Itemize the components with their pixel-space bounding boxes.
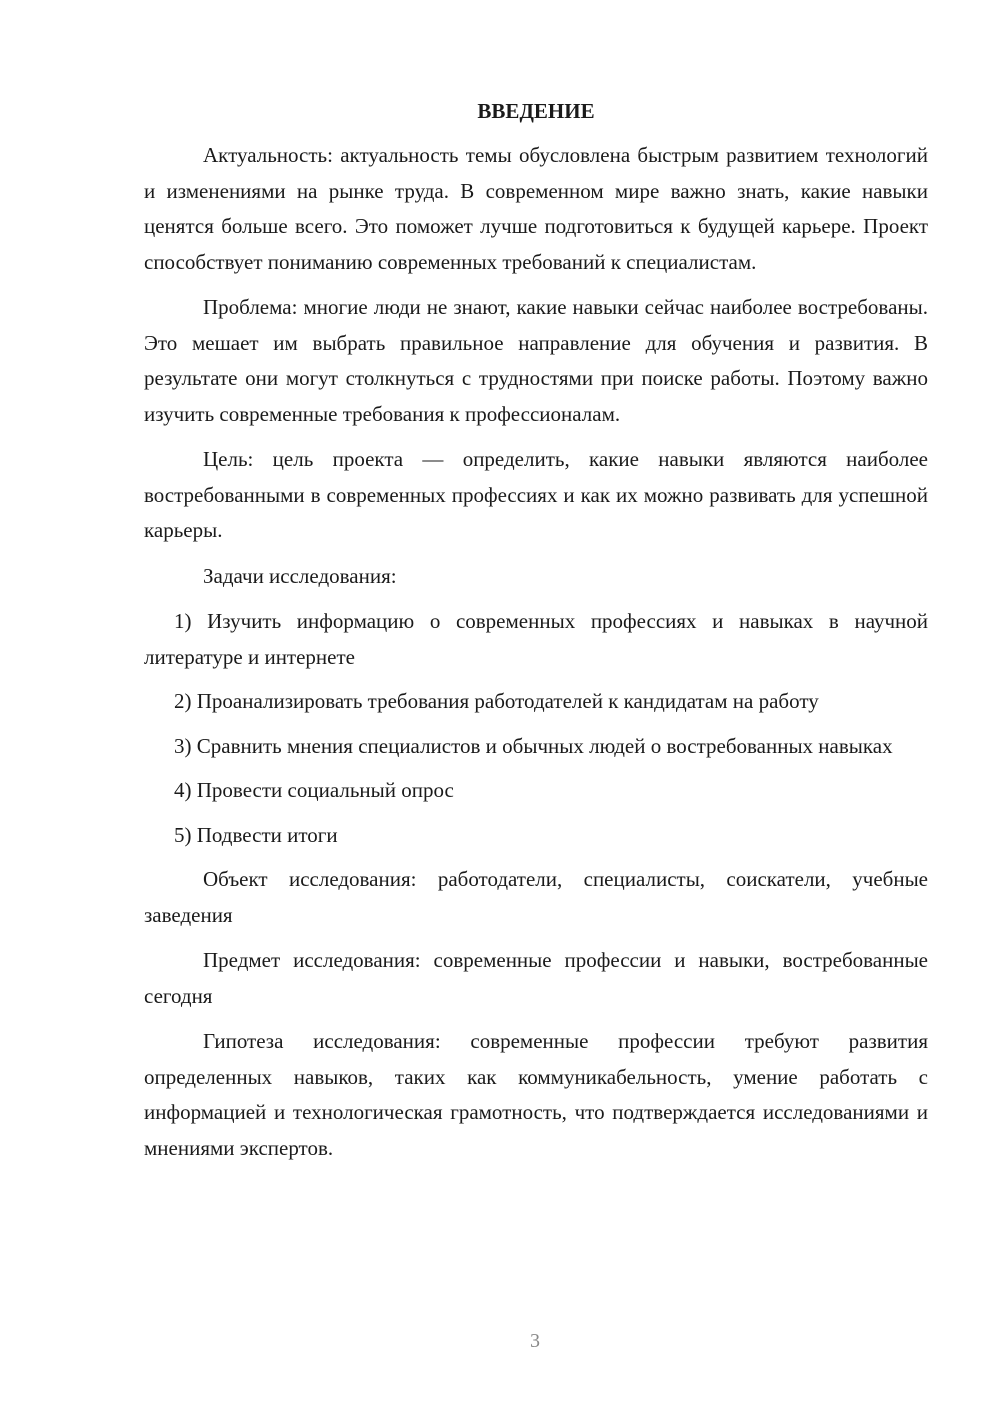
page-title: ВВЕДЕНИЕ [477, 99, 595, 123]
paragraph-relevance: Актуальность: актуальность темы обусловлена быстрым развитием технологий и изменениями на рынке труда. В современном мире важно знать, какие навыки ценятся больше всего. Это поможет лучше подготовиться к будущей карьере. Проект способствует пониманию современных требований к специалистам. [144, 143, 928, 274]
list-item: 1) Изучить информацию о современных профессиях и навыках в научной литературе и интернете [144, 609, 928, 669]
paragraph-problem: Проблема: многие люди не знают, какие навыки сейчас наиболее востребованы. Это мешает им выбрать правильное направление для обучения и развития. В результате они могут столкнуться с трудностями при поиске работы. Поэтому важно изучить современные требования к профессионалам. [144, 295, 928, 426]
list-item: 2) Проанализировать требования работодателей к кандидатам на работу [174, 689, 819, 713]
paragraph-object: Объект исследования: работодатели, специалисты, соискатели, учебные заведения [144, 867, 928, 927]
paragraph-subject: Предмет исследования: современные профессии и навыки, востребованные сегодня [144, 948, 928, 1008]
list-item: 5) Подвести итоги [174, 822, 338, 847]
list-item: 4) Провести социальный опрос [174, 778, 454, 802]
paragraph-hypothesis: Гипотеза исследования: современные профессии требуют развития определенных навыков, таких как коммуникабельность, умение работать с информацией и технологическая грамотность, что подтверждается исследованиями и мнениями экспертов. [144, 1029, 928, 1160]
page-number: 3 [530, 1330, 540, 1352]
paragraph-goal: Цель: цель проекта — определить, какие навыки являются наиболее востребованными в современных профессиях и как их можно развивать для успешной карьеры. [144, 447, 928, 542]
list-item: 3) Сравнить мнения специалистов и обычных людей о востребованных навыках [174, 733, 893, 758]
document-page [144, 96, 928, 1176]
tasks-heading: Задачи исследования: [203, 563, 397, 588]
